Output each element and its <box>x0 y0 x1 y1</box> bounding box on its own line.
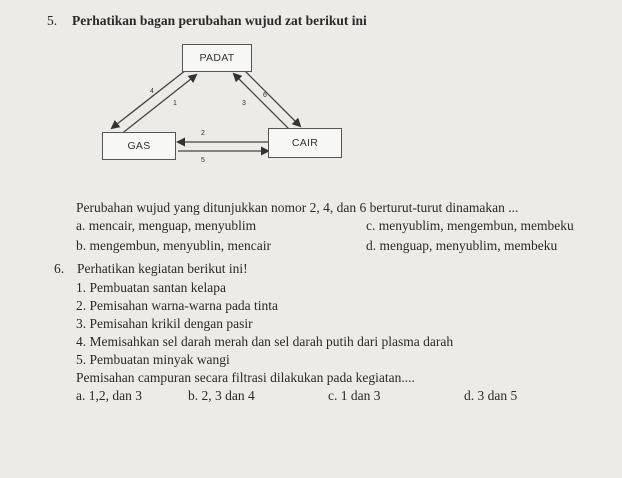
q6-option-a[interactable]: a. 1,2, dan 3 <box>76 388 142 403</box>
state-box-gas: GAS <box>102 132 176 160</box>
arrow-padat-to-gas <box>112 70 186 128</box>
diagram-label-5: 5 <box>201 157 205 164</box>
q5-option-a[interactable]: a. mencair, menguap, menyublim <box>76 218 257 233</box>
q6-item-3: 3. Pemisahan krikil dengan pasir <box>76 316 253 331</box>
arrow-gas-to-padat <box>120 75 196 135</box>
diagram-label-3: 3 <box>242 100 246 107</box>
question-5-text: Perubahan wujud yang ditunjukkan nomor 2, 4, dan 6 berturut-turut dinamakan ... <box>76 200 519 215</box>
diagram-label-4: 4 <box>150 88 154 95</box>
q5-option-c[interactable]: c. menyublim, mengembun, membeku <box>366 218 574 233</box>
question-6-prompt: Perhatikan kegiatan berikut ini! <box>77 261 248 276</box>
question-5-prompt: Perhatikan bagan perubahan wujud zat berikut ini <box>72 13 367 28</box>
question-5-number: 5. <box>47 13 58 28</box>
diagram-label-6: 6 <box>263 92 267 99</box>
diagram-label-1: 1 <box>173 100 177 107</box>
question-6-number: 6. <box>54 261 65 276</box>
q6-item-5: 5. Pembuatan minyak wangi <box>76 352 230 367</box>
q6-option-c[interactable]: c. 1 dan 3 <box>328 388 381 403</box>
question-6-text: Pemisahan campuran secara filtrasi dilakukan pada kegiatan.... <box>76 370 415 385</box>
state-box-padat: PADAT <box>182 44 252 72</box>
q6-option-b[interactable]: b. 2, 3 dan 4 <box>188 388 255 403</box>
diagram-label-2: 2 <box>201 130 205 137</box>
q6-item-1: 1. Pembuatan santan kelapa <box>76 280 226 295</box>
q5-option-b[interactable]: b. mengembun, menyublin, mencair <box>76 238 271 253</box>
arrow-padat-to-cair <box>244 70 300 126</box>
q6-option-d[interactable]: d. 3 dan 5 <box>464 388 518 403</box>
q6-item-4: 4. Memisahkan sel darah merah dan sel darah putih dari plasma darah <box>76 334 454 349</box>
q6-item-2: 2. Pemisahan warna-warna pada tinta <box>76 298 279 313</box>
q5-option-d[interactable]: d. menguap, menyublim, membeku <box>366 238 558 253</box>
state-box-cair: CAIR <box>268 128 342 158</box>
